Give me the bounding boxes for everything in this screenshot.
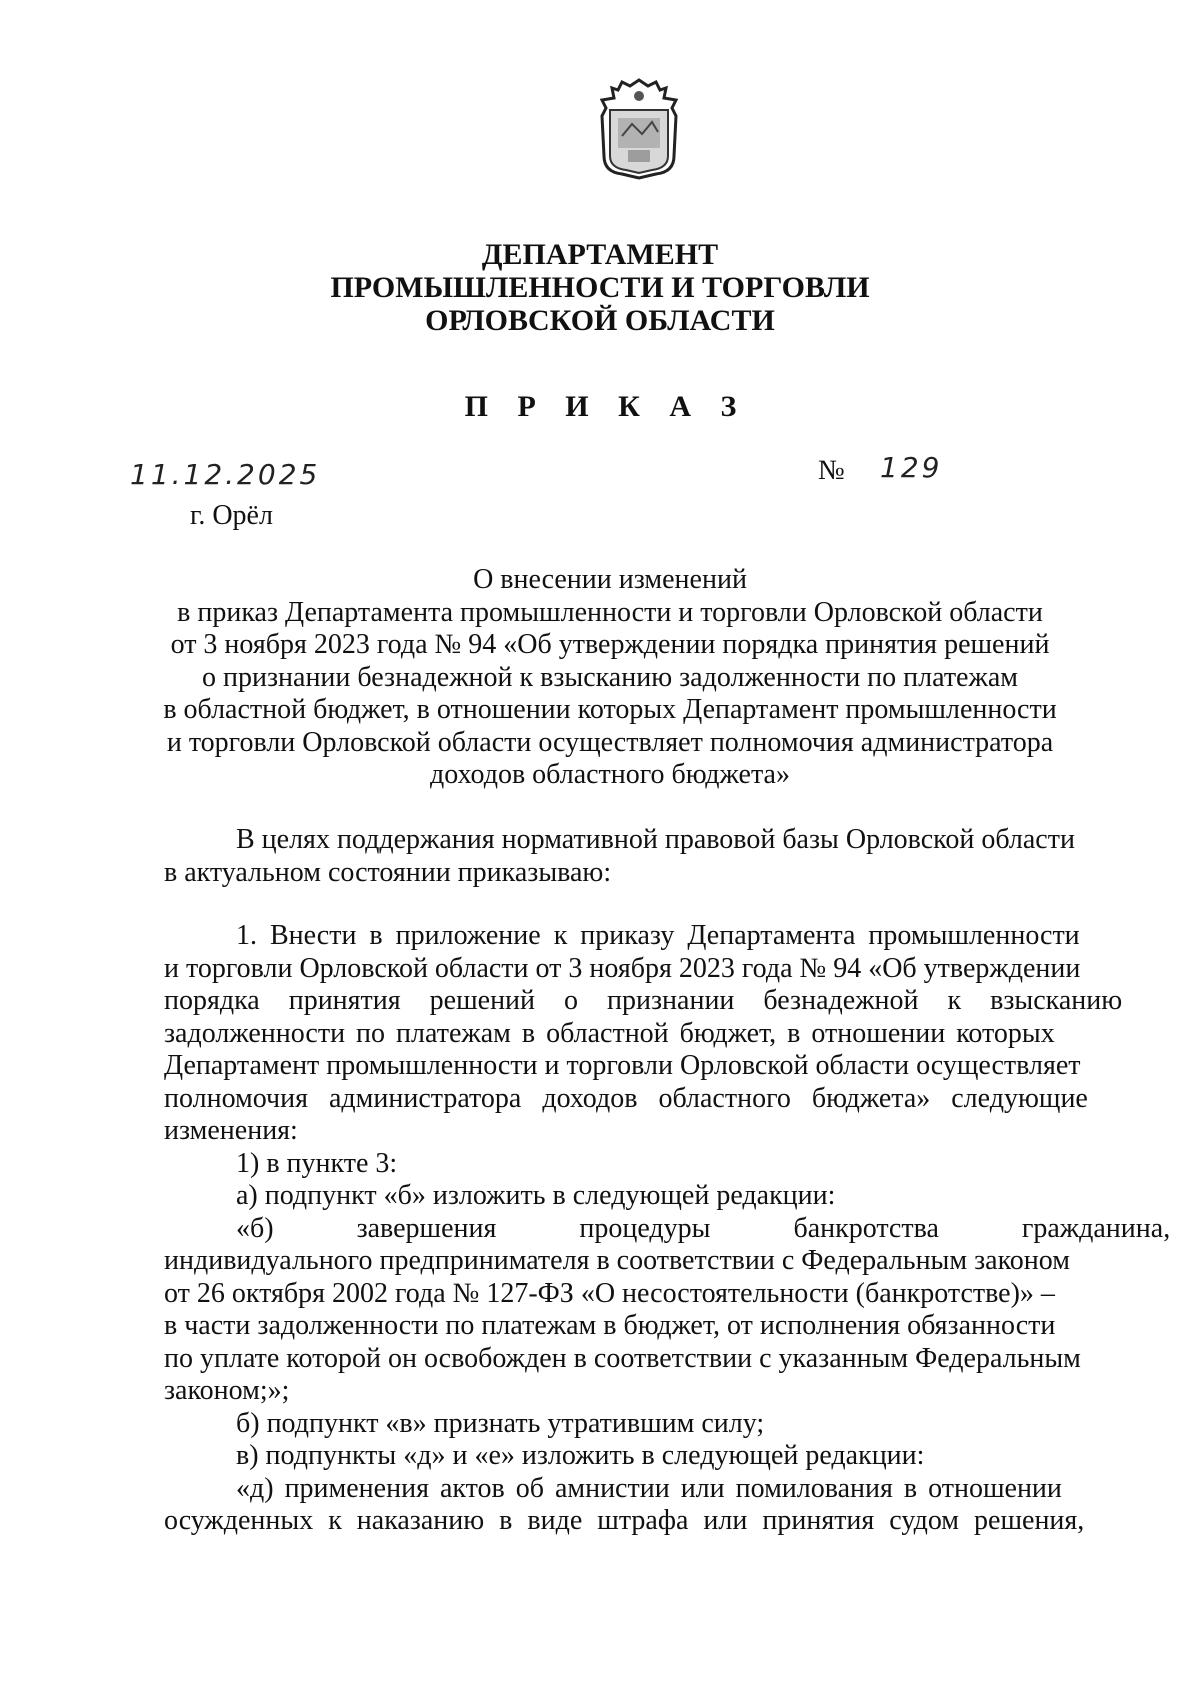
body-line: в) подпункты «д» и «е» изложить в следующей редакции: xyxy=(236,1440,925,1471)
body-line: полномочия администратора доходов областного бюджета» следующие xyxy=(164,1082,1088,1114)
body-line: 1) в пункте 3: xyxy=(236,1147,398,1179)
title-line: в областной бюджет, в отношении которых Департамент промышленности xyxy=(163,694,1057,725)
preamble xyxy=(164,824,1092,889)
body-line: порядка принятия решений о признании безнадежной к взысканию xyxy=(164,985,1123,1016)
body-line: изменения: xyxy=(164,1115,298,1146)
body-line: по уплате которой он освобожден в соответствии с указанным Федеральным xyxy=(164,1342,1081,1374)
title-line: от 3 ноября 2023 года № 94 «Об утверждении порядка принятия решений xyxy=(170,629,1050,660)
body-line: «б) завершения процедуры банкротства гражданина, xyxy=(236,1212,1171,1244)
order-title xyxy=(120,564,1100,792)
order-number-label: № xyxy=(818,455,845,486)
body-line: а) подпункт «б» изложить в следующей редакции: xyxy=(236,1180,836,1211)
body-line: б) подпункт «в» признать утратившим силу; xyxy=(236,1407,765,1439)
title-line: в приказ Департамента промышленности и торговли Орловской области xyxy=(177,596,1043,628)
body-line: 1. Внести в приложение к приказу Департамента промышленности xyxy=(236,920,1080,951)
body-line: от 26 октября 2002 года № 127-ФЗ «О несостоятельности (банкротстве)» – xyxy=(164,1277,1055,1309)
order-city: г. Орёл xyxy=(190,500,273,531)
body-line: в части задолженности по платежам в бюджет, от исполнения обязанности xyxy=(164,1310,1056,1341)
body-line: законом;»; xyxy=(164,1375,290,1406)
body-line: «д) применения актов об амнистии или помилования в отношении xyxy=(236,1472,1062,1504)
title-line: доходов областного бюджета» xyxy=(430,759,790,790)
department-name-line-1: ДЕПАРТАМЕНТ xyxy=(481,238,719,271)
order-body xyxy=(164,920,1171,1538)
body-line: индивидуального предпринимателя в соответствии с Федеральным законом xyxy=(164,1245,1070,1276)
order-date: 11.12.2025 xyxy=(130,458,321,491)
order-number: 129 xyxy=(880,451,943,484)
preamble-line: в актуальном состоянии приказываю: xyxy=(164,856,612,888)
body-line: задолженности по платежам в областной бюджет, в отношении которых xyxy=(164,1017,1055,1049)
body-line: Департамент промышленности и торговли Орловской области осуществляет xyxy=(164,1050,1081,1081)
body-line: и торговли Орловской области от 3 ноября 2023 года № 94 «Об утверждении xyxy=(164,952,1081,984)
department-name-line-3: ОРЛОВСКОЙ ОБЛАСТИ xyxy=(425,304,775,337)
coat-of-arms-icon xyxy=(596,76,682,180)
title-line: О внесении изменений xyxy=(473,564,747,595)
title-line: о признании безнадежной к взысканию задолженности по платежам xyxy=(202,661,1018,693)
body-line: осужденных к наказанию в виде штрафа или принятия судом решения, xyxy=(164,1505,1085,1536)
document-type: П Р И К А З xyxy=(464,390,748,423)
title-line: и торговли Орловской области осуществляет полномочия администратора xyxy=(166,726,1054,758)
department-name-line-2: ПРОМЫШЛЕННОСТИ И ТОРГОВЛИ xyxy=(330,271,870,304)
preamble-line: В целях поддержания нормативной правовой базы Орловской области xyxy=(236,824,1075,855)
